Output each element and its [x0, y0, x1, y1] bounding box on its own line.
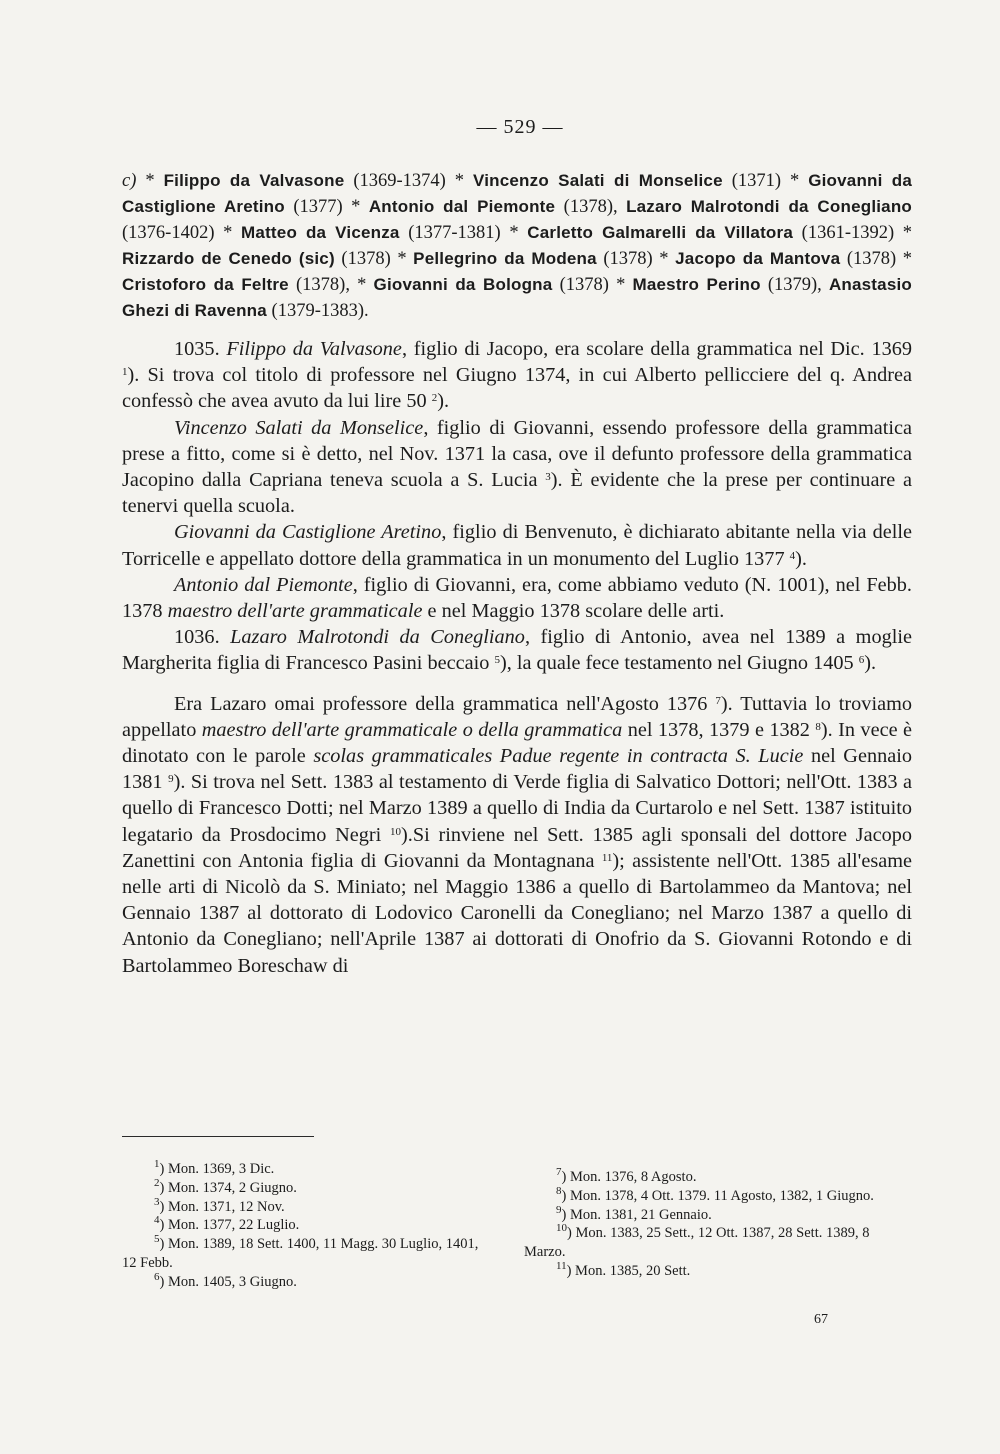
page-number: — 529 —: [476, 116, 564, 138]
footnote-marker: 9: [556, 1203, 562, 1216]
name: Giovanni da Bologna: [373, 275, 553, 294]
seg: , figlio di Giovanni, era, come abbiamo veduto (N. 1001), nel Febb. 1378: [122, 573, 912, 623]
footnote-ref[interactable]: 11: [601, 851, 613, 864]
footnote: [524, 1203, 910, 1225]
seg: (1379),: [760, 275, 829, 295]
footnote: [122, 1176, 492, 1198]
name: Filippo da Valvasone: [163, 171, 345, 190]
footnote-text: ) Mon. 1376, 8 Agosto.: [561, 1169, 697, 1185]
footnote-marker: 2: [154, 1176, 160, 1189]
seg: ). In vece è dinotato con le parole: [122, 718, 912, 768]
seg: (1378),: [555, 197, 627, 217]
seg: , figlio di Giovanni, essendo professore della grammatica prese a fitto, come si è detto, nel Nov. 1371 la casa, ove il defunto professore della grammatica Jacopino dalla Capriana teneva scuola a S. Lucia: [122, 416, 912, 492]
person-name: Giovanni da Castiglione Aretino: [174, 521, 442, 544]
name: Jacopo da Mantova: [675, 249, 841, 268]
seg: ).: [795, 547, 807, 570]
footnote-marker: 1: [154, 1158, 160, 1170]
footnote-text: ) Mon. 1381, 21 Gennaio.: [561, 1206, 712, 1223]
footnote-text: ) Mon. 1385, 20 Sett.: [566, 1262, 691, 1279]
paragraph-1035-filippo: [122, 336, 912, 415]
seg: ).: [864, 652, 877, 675]
quoted-title: maestro dell'arte grammaticale o della grammatica: [201, 718, 623, 741]
seg: (1377) *: [284, 197, 369, 217]
seg: , figlio di Jacopo, era scolare della grammatica nel Dic. 1369: [401, 338, 913, 360]
footnote-marker: 8: [556, 1184, 562, 1197]
seg: 1035.: [174, 338, 227, 360]
footnote-ref[interactable]: 6: [858, 654, 865, 667]
seg: (1377-1381) *: [399, 223, 528, 243]
paragraph-giovanni: [122, 519, 912, 571]
seg: (1376-1402) *: [122, 223, 242, 243]
name: Antonio dal Piemonte: [368, 197, 556, 216]
name: Vincenzo Salati di Monselice: [473, 171, 723, 190]
footnote-ref[interactable]: 7: [715, 694, 721, 707]
seg: ), la quale fece testamento nel Giugno 1405: [499, 652, 859, 675]
person-name: Lazaro Malrotondi da Conegliano: [230, 626, 525, 649]
seg: e nel Maggio 1378 scolare delle arti.: [422, 600, 725, 623]
footnote: [524, 1168, 910, 1187]
footnote: [524, 1184, 910, 1206]
footnote: [122, 1160, 492, 1179]
footnote-marker: 11: [556, 1259, 567, 1272]
seg: (1378) *: [334, 249, 414, 269]
paragraph-antonio: [122, 572, 912, 624]
seg: , figlio di Benvenuto, è dichiarato abitante nella via delle Torricelle e appellato dottore della grammatica in un monumento del Luglio 1377: [122, 521, 912, 570]
footnote: [122, 1195, 492, 1217]
section-letter: c): [122, 171, 137, 191]
section-heading: [122, 168, 912, 324]
seg: Era Lazaro omai professore della grammatica nell'Agosto 1376: [174, 692, 716, 715]
footnote-ref[interactable]: 5: [494, 654, 500, 667]
seg: (1361-1392) *: [793, 223, 913, 243]
seg: *: [145, 171, 164, 191]
body-text: [122, 336, 912, 979]
name: Lazaro Malrotondi da Conegliano: [626, 197, 912, 216]
footnote-ref[interactable]: 3: [545, 471, 551, 484]
seg: (1379-1383).: [266, 301, 369, 321]
seg: ).: [437, 390, 450, 413]
footnote: [524, 1259, 910, 1281]
footnote-text: ) Mon. 1371, 12 Nov.: [159, 1198, 285, 1215]
paragraph-lazaro-professore: [122, 691, 912, 979]
paragraph-1036-lazaro: [122, 624, 912, 676]
sheet-number: 67: [814, 1312, 828, 1327]
seg: 1036.: [174, 626, 231, 649]
footnote: [122, 1270, 492, 1292]
footnote-marker: 10: [556, 1222, 567, 1235]
footnote-text: ) Mon. 1377, 22 Luglio.: [159, 1217, 300, 1234]
seg: ).Si rinviene nel Sett. 1385 agli sponsali del dottore Jacopo Zanettini con Antonia figlia di Giovanni da Montagnana: [122, 823, 912, 872]
footnote: [122, 1235, 492, 1273]
footnotes-left: [122, 1160, 492, 1292]
seg: ). Si trova nel Sett. 1383 al testamento di Verde figlia di Salvatico Dottori; nell'Ott. 1383 a quello di Francesco Dotti; nel Marzo 1389 a quello di India da Curtarolo e nel Sett. 1387 istituito legatario da Prosdocimo Negri: [122, 771, 912, 846]
footnote: [122, 1216, 492, 1235]
footnote-text: ) Mon. 1374, 2 Giugno.: [159, 1179, 297, 1196]
name: Matteo da Vicenza: [241, 223, 400, 242]
person-name: Vincenzo Salati da Monselice: [174, 416, 424, 439]
seg: (1369-1374) *: [344, 171, 473, 191]
name: Cristoforo da Feltre: [122, 275, 289, 294]
name: Rizzardo de Cenedo (sic): [122, 249, 335, 268]
quoted-title: scolas grammaticales Padue regente in contracta S. Lucie: [313, 745, 804, 768]
footnote-text: ) Mon. 1369, 3 Dic.: [159, 1161, 275, 1177]
seg: (1371) *: [722, 171, 809, 191]
footnote-ref[interactable]: 1: [122, 366, 128, 379]
name: Anastasio Ghezi di Ravenna: [122, 275, 912, 320]
quoted-title: maestro dell'arte grammaticale: [167, 600, 423, 623]
footnote-marker: 3: [154, 1195, 160, 1208]
seg: ). Tuttavia lo troviamo appellato: [122, 692, 913, 741]
footnote-marker: 6: [154, 1270, 160, 1283]
seg: ). Si trova col titolo di professore nel Giugno 1374, in cui Alberto pellicciere del q. Andrea confessò che avea avuto da lui lire 50: [122, 364, 912, 413]
seg: nel 1378, 1379 e 1382: [622, 718, 816, 741]
person-name: Antonio dal Piemonte: [174, 573, 353, 596]
footnote-text: ) Mon. 1389, 18 Sett. 1400, 11 Magg. 30 Luglio, 1401, 12 Febb.: [122, 1236, 479, 1271]
paragraph-vincenzo: [122, 415, 912, 520]
seg: nel Gennaio 1381: [122, 745, 913, 794]
seg: (1378) *: [596, 249, 676, 269]
footnote-ref[interactable]: 4: [789, 549, 796, 562]
seg: (1378) *: [840, 249, 912, 269]
footnote-text: ) Mon. 1383, 25 Sett., 12 Ott. 1387, 28 Sett. 1389, 8 Marzo.: [524, 1225, 870, 1261]
footnote: [524, 1224, 910, 1262]
footnote-marker: 4: [154, 1214, 160, 1227]
seg: (1378), *: [288, 275, 374, 295]
name: Giovanni da Castiglione Aretino: [122, 171, 913, 216]
name: Maestro Perino: [632, 275, 761, 294]
footnote-ref[interactable]: 8: [815, 720, 821, 733]
footnote-divider: [122, 1136, 314, 1137]
footnote-ref[interactable]: 2: [431, 392, 438, 405]
footnote-text: ) Mon. 1378, 4 Ott. 1379. 11 Agosto, 1382, 1 Giugno.: [561, 1187, 874, 1204]
name: Carletto Galmarelli da Villatora: [527, 223, 793, 242]
footnote-text: ) Mon. 1405, 3 Giugno.: [159, 1273, 297, 1290]
name: Pellegrino da Modena: [413, 249, 597, 268]
footnote-marker: 5: [154, 1233, 160, 1246]
footnotes-right: [524, 1168, 910, 1281]
footnote-ref[interactable]: 9: [168, 773, 174, 786]
person-name: Filippo da Valvasone: [226, 338, 402, 360]
footnote-marker: 7: [556, 1166, 562, 1178]
footnote-ref[interactable]: 10: [390, 825, 402, 838]
seg: ). È evidente che la prese per continuare a tenervi quella scuola.: [122, 469, 912, 518]
seg: (1378) *: [552, 275, 633, 295]
seg: , figlio di Antonio, avea nel 1389 a moglie Margherita figlia di Francesco Pasini beccaio: [122, 626, 913, 675]
seg: ); assistente nell'Ott. 1385 all'esame nelle arti di Nicolò da S. Miniato; nel Maggio 1386 a quello di Bartolammeo da Mantova; nel Gennaio 1387 al dottorato di Lodovico Caronelli da Conegliano; nel Marzo 1387 a quello di Antonio da Conegliano; nell'Aprile 1387 ai dottorati di Onofrio da S. Giovanni Rotondo e di Bartolammeo Boreschaw di: [122, 849, 912, 977]
